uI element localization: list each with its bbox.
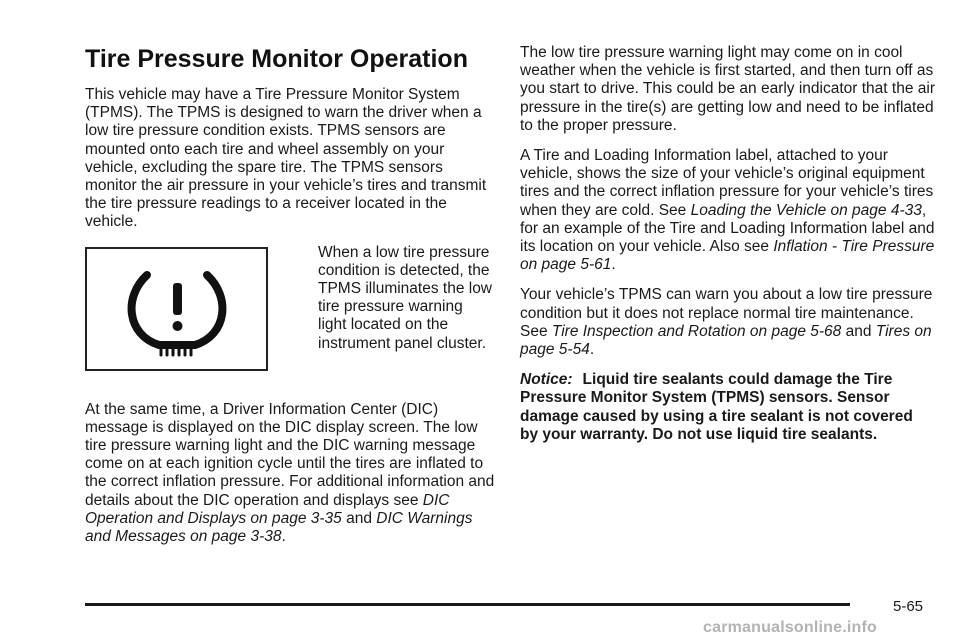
left-column [85,44,495,546]
notice-text: Liquid tire sealants could damage the Tire Pressure Monitor System (TPMS) sensors. Sensor damage caused by using a tire sealant is not covered by your warranty. Do not use liquid tire sealants. [520,371,913,443]
warning-light-description: When a low tire pressure condition is detected, the TPMS illuminates the low tire pressure warning light located on the instrument panel cluster. [318,243,493,352]
link-dic-operation[interactable]: DIC Operation and Displays on page 3-35 [85,491,450,527]
intro-paragraph: This vehicle may have a Tire Pressure Monitor System (TPMS). The TPMS is designed to warn the driver when a low tire pressure condition exists. TPMS sensors are mounted onto each tire and wheel assembly on your vehicle, excluding the spare tire. The TPMS sensors monitor the air pressure in your vehicle’s tires and transmit the tire pressure readings to a receiver located in the vehicle. [85,86,487,231]
watermark: carmanualsonline.info [703,619,878,636]
link-tire-inspection[interactable]: Tire Inspection and Rotation on page 5-68 [551,322,842,340]
link-dic-warnings[interactable]: DIC Warnings and Messages on page 3-38 [85,509,473,546]
cool-weather-paragraph: The low tire pressure warning light may come on in cool weather when the vehicle is first started, and then turn off as you start to drive. This could be an early indicator that the air pressure in the tire(s) are getting low and need to be inflated to the proper pressure. [520,44,935,134]
page-number: 5-65 [893,598,924,615]
link-loading-vehicle[interactable]: Loading the Vehicle on page 4-33 [690,201,922,219]
tpms-warning-icon [87,249,266,369]
section-title: Tire Pressure Monitor Operation [85,45,468,73]
maintenance-paragraph: Your vehicle’s TPMS can warn you about a low tire pressure condition but it does not replace normal tire maintenance. See Tire Inspection and Rotation on page 5-68 and Tires on page 5-54. [520,286,933,359]
dic-paragraph: At the same time, a Driver Information Center (DIC) message is displayed on the DIC display screen. The low tire pressure warning light and the DIC warning message come on at each ignition cycle until the tires are inflated to the correct inflation pressure. For additional information and details about the DIC operation and displays see DIC Operation and Displays on page 3-35 and DIC Warnings and Messages on page 3-38. [85,400,495,546]
link-tires[interactable]: Tires on page 5-54 [520,322,932,359]
notice-paragraph [520,371,935,444]
link-inflation-pressure[interactable]: Inflation - Tire Pressure on page 5-61 [520,238,935,274]
right-column [520,44,935,456]
tire-label-paragraph: A Tire and Loading Information label, attached to your vehicle, shows the size of your vehicle’s original equipment tires and the correct inflation pressure for your vehicle’s tires when they are cold. See Loading the Vehicle on page 4-33, for an example of the Tire and Loading Information label and its location on your vehicle. Also see Inflation - Tire Pressure on page 5-61. [520,147,935,274]
warning-light-figure [85,244,495,371]
footer-rule [85,603,850,606]
notice-label: Notice: [520,371,573,389]
tpms-icon-frame [85,247,268,371]
